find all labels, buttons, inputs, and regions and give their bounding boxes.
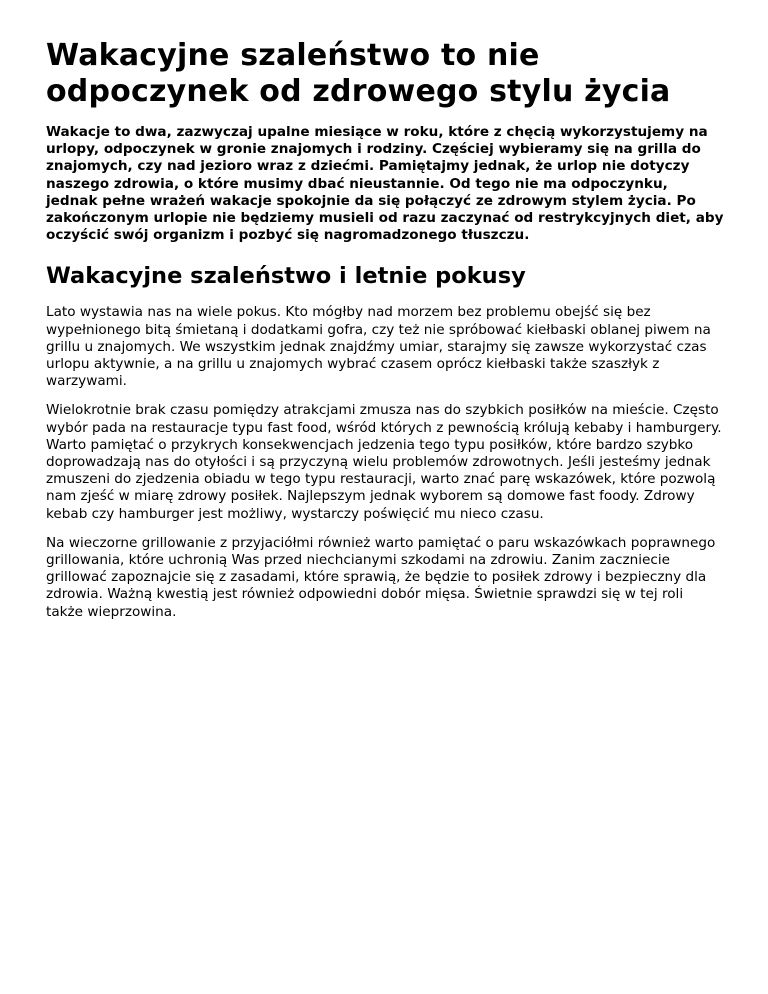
article-title: Wakacyjne szaleństwo to nie odpoczynek od zdrowego stylu życia: [46, 38, 671, 109]
article-lead: Wakacje to dwa, zazwyczaj upalne miesiące w roku, które z chęcią wykorzystujemy na urlopy, odpoczynek w gronie znajomych i rodziny. Częściej wybieramy się na grilla do znajomych, czy nad jezioro wraz z dziećmi. Pamiętajmy jednak, że urlop nie dotyczy naszego zdrowia, o które musimy dbać nieustannie. Od tego nie ma odpoczynku, jednak pełne wrażeń wakacje spokojnie da się połączyć ze zdrowym stylem życia. Po zakończonym urlopie nie będziemy musieli od razu zaczynać od restrykcyjnych diet, aby oczyścić swój organizm i pozbyć się nagromadzonego tłuszczu.: [46, 124, 724, 244]
paragraph-3: Na wieczorne grillowanie z przyjaciółmi również warto pamiętać o paru wskazówkach poprawnego grillowania, które uchronią Was przed niechcianymi szkodami na zdrowiu. Zanim zaczniecie grillować zapoznajcie się z zasadami, które sprawią, że będzie to posiłek zdrowy i bezpieczny dla zdrowia. Ważną kwestią jest również odpowiedni dobór mięsa. Świetnie sprawdzi się w tej roli także wieprzowina.: [46, 534, 716, 620]
paragraph-1: Lato wystawia nas na wiele pokus. Kto mógłby nad morzem bez problemu obejść się bez wypełnionego bitą śmietaną i dodatkami gofra, czy też nie spróbować kiełbaski oblanej piwem na grillu u znajomych. We wszystkim jednak znajdźmy umiar, starajmy się zawsze wykorzystać czas urlopu aktywnie, a na grillu u znajomych wybrać czasem oprócz kiełbaski także szaszłyk z warzywami.: [46, 304, 711, 390]
section-heading: Wakacyjne szaleństwo i letnie pokusy: [46, 263, 526, 290]
paragraph-2: Wielokrotnie brak czasu pomiędzy atrakcjami zmusza nas do szybkich posiłków na mieście. Często wybór pada na restauracje typu fast food, wśród których z pewnością królują kebaby i hamburgery. Warto pamiętać o przykrych konsekwencjach jedzenia tego typu posiłków, które bardzo szybko doprowadzają nas do otyłości i są przyczyną wielu problemów zdrowotnych. Jeśli jesteśmy jednak zmuszeni do zjedzenia obiadu w tego typu restauracji, warto znać parę wskazówek, które pozwolą nam zjeść w miarę zdrowy posiłek. Najlepszym jednak wyborem są domowe fast foody. Zdrowy kebab czy hamburger jest możliwy, wystarczy poświęcić mu nieco czasu.: [46, 402, 722, 522]
